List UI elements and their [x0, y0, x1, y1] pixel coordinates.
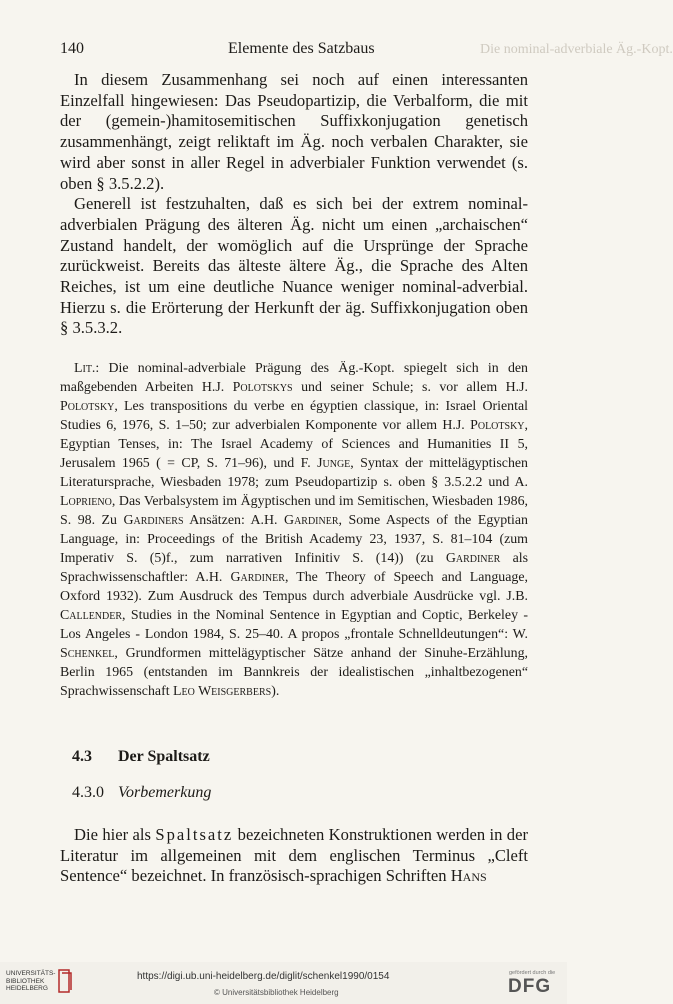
author-name: Gardiner [445, 551, 501, 567]
literature-note [60, 359, 528, 701]
funding-note: gefördert durch die [509, 970, 556, 976]
paragraph-2: Generell ist festzuhalten, daß es sich bei der extrem nominal-adverbialen Prägung des älteren Äg. nicht um einen „archaischen“ Zustand handelt, der womöglich auf die Ursprünge der Sprache zurückweist. Bereits das älteste ältere Äg., die Sprache des Alten Reiches, ist um eine deutliche Nuance weniger nominal-adverbial. Hierzu s. die Erörterung der Herkunft der äg. Suffixkonjugation oben § 3.5.3.2. [60, 194, 528, 338]
author-name: Polotskys [232, 380, 293, 396]
lit-text: ). [271, 684, 280, 700]
library-name-line: HEIDELBERG [6, 985, 48, 992]
running-title: Elemente des Satzbaus [228, 40, 375, 57]
section-title: Der Spaltsatz [118, 748, 210, 765]
subsection-number: 4.3.0 [72, 784, 104, 801]
author-name: Polotsky [60, 399, 115, 415]
lit-text: , Les transpositions du verbe en égyptien classique, in: Israel Oriental Studies 6, 1976, S. 1–50; zur adverbialen Komponente vor allem H.J. [60, 399, 528, 434]
paragraph-3 [60, 825, 528, 887]
page-header [60, 40, 673, 64]
author-name: Loprieno [60, 494, 112, 510]
lit-text: : Die nominal-adverbiale Prägung des Äg.-Kopt. spiegelt sich in den maßgebenden Arbeiten H.J. [60, 361, 528, 396]
section-number: 4.3 [72, 748, 92, 765]
lit-text: , The Theory of Speech and Language, Oxford 1932). Zum Ausdruck des Tempus durch adverbiale Ausdrücke vgl. J.B. [60, 570, 528, 605]
section-heading [72, 748, 210, 766]
author-name: Gardiner [284, 513, 339, 529]
lit-text: Ansätzen: A.H. [183, 513, 285, 529]
main-text [60, 70, 528, 701]
author-name: Junge [317, 456, 351, 472]
author-name: Gardiners [123, 513, 184, 529]
footer-bar [0, 962, 567, 1004]
lit-text: , Grundformen mittelägyptischer Sätze anhand der Sinuhe-Erzählung, Berlin 1965 (entstanden im Bannkreis der idealistischen „inhaltbezogenen“ Sprachwissenschaft [60, 646, 528, 700]
lit-text: als Sprachwissenschaftler: A.H. [60, 551, 528, 586]
library-logo-text [6, 970, 55, 993]
final-paragraph-block [60, 825, 528, 887]
lit-text: , Studies in the Nominal Sentence in Egyptian and Coptic, Berkeley - Los Angeles - London 1984, S. 25–40. A propos „frontale Schnelldeutungen“: W. [60, 608, 528, 643]
paragraph-3-text: Die hier als [74, 825, 156, 844]
lit-text: , Egyptian Tenses, in: The Israel Academy of Sciences and Humanities II 5, Jerusalem 1965 ( = CP, S. 71–96), und F. [60, 418, 528, 472]
author-name: Schenkel [60, 646, 115, 662]
author-name: Polotsky [470, 418, 525, 434]
author-name: Callender [60, 608, 123, 624]
copyright-text: © Universitätsbibliothek Heidelberg [214, 988, 339, 997]
lit-label: Lit. [74, 361, 96, 377]
paragraph-3-text: bezeichneten Konstruktionen werden in der Literatur im allgemeinen mit dem englischen Terminus „Cleft Sentence“ bezeichnet. In französisch-sprachigen Schriften [60, 825, 528, 886]
source-url-link[interactable]: https://digi.ub.uni-heidelberg.de/diglit/schenkel1990/0154 [137, 971, 390, 982]
lit-text: und seiner Schule; s. vor allem H.J. [292, 380, 528, 396]
library-name-line: UNIVERSITÄTS- [6, 970, 56, 977]
library-name-line: BIBLIOTHEK [6, 977, 45, 985]
subsection-title: Vorbemerkung [118, 784, 212, 801]
author-name: Hans [450, 866, 487, 886]
paragraph-1: In diesem Zusammenhang sei noch auf einen interessanten Einzelfall hingewiesen: Das Pseudopartizip, die Verbalform, die mit der (gemein-)hamitosemitischen Suffixkonjugation genetisch zusammenhängt, zeigt reliktaft im Äg. noch verbalen Charakter, sie wird aber sonst in aller Regel in adverbialer Funktion verwendet (s. oben § 3.5.2.2). [60, 70, 528, 193]
lit-text: , Das Verbalsystem im Ägyptischen und im Semitischen, Wiesbaden 1986, S. 98. Zu [60, 494, 528, 529]
bleed-through-text: Die nominal-adverbiale Äg.-Kopt. [480, 42, 673, 57]
author-name: Leo Weisgerbers [173, 684, 272, 700]
spaced-term: Spaltsatz [155, 825, 234, 844]
subsection-heading [72, 784, 211, 802]
dfg-logo: DFG [508, 976, 552, 997]
lit-text: , Syntax der mittelägyptischen Literatursprache, Wiesbaden 1978; zum Pseudopartizip s. oben § 3.5.2.2 und A. [60, 456, 528, 491]
library-logo-icon [57, 968, 73, 994]
page-number: 140 [60, 40, 84, 57]
author-name: Gardiner [230, 570, 285, 586]
lit-text: , Some Aspects of the Egyptian Language, in: Proceedings of the British Academy 23, 1937, S. 81–104 (zum Imperativ S. (5)f., zum narrativen Infinitiv S. (14)) (zu [60, 513, 528, 567]
